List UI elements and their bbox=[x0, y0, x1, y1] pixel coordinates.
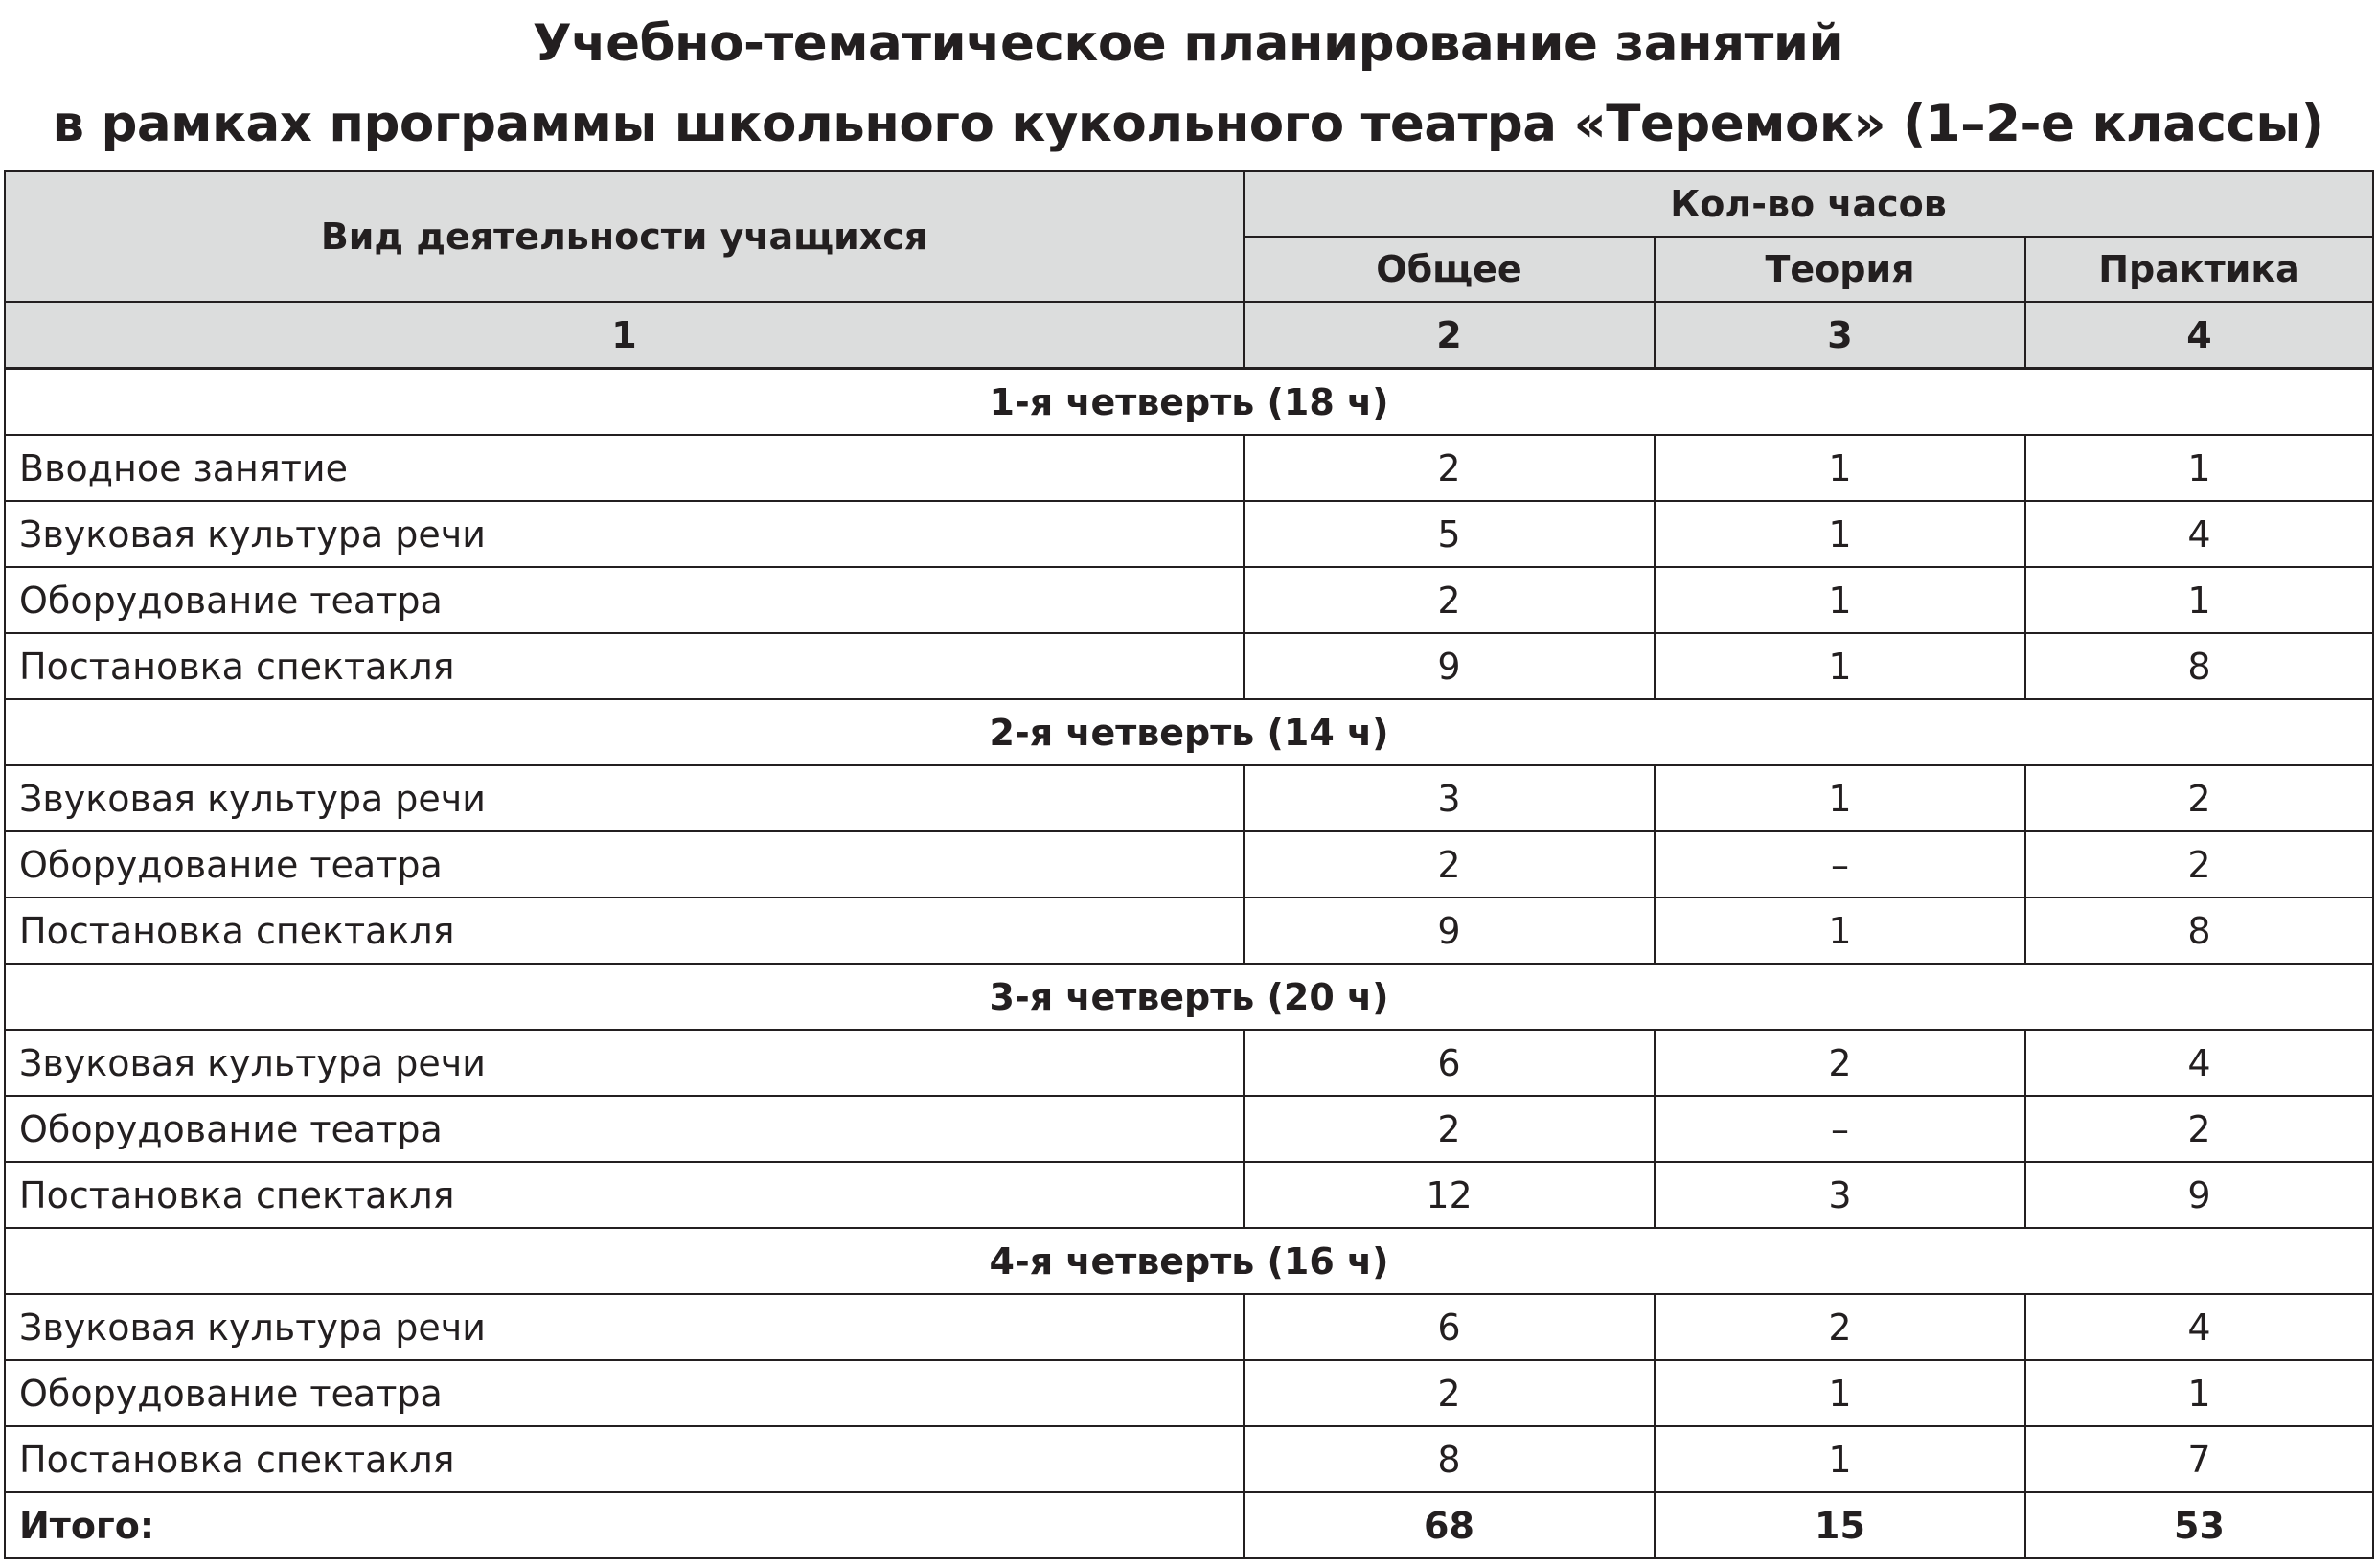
total-hours-cell: 5 bbox=[1244, 501, 1655, 567]
total-hours-cell: 8 bbox=[1244, 1426, 1655, 1492]
theory-hours-cell: 2 bbox=[1655, 1294, 2025, 1360]
header-practice: Практика bbox=[2025, 237, 2373, 302]
table-row bbox=[5, 435, 2373, 501]
theory-hours-cell: 1 bbox=[1655, 1426, 2025, 1492]
activity-cell: Звуковая культура речи bbox=[5, 501, 1244, 567]
header-total: Общее bbox=[1244, 237, 1655, 302]
quarter-heading-row bbox=[5, 964, 2373, 1030]
total-hours-cell: 2 bbox=[1244, 831, 1655, 898]
table-row bbox=[5, 898, 2373, 964]
table-row bbox=[5, 1162, 2373, 1228]
total-hours-cell: 6 bbox=[1244, 1294, 1655, 1360]
quarter-heading-row bbox=[5, 1228, 2373, 1294]
table-row bbox=[5, 501, 2373, 567]
theory-hours-cell: 1 bbox=[1655, 765, 2025, 831]
practice-hours-cell: 2 bbox=[2025, 1096, 2373, 1162]
theory-hours-cell: – bbox=[1655, 831, 2025, 898]
theory-hours-cell: 3 bbox=[1655, 1162, 2025, 1228]
table-row bbox=[5, 831, 2373, 898]
table-row bbox=[5, 567, 2373, 633]
title-line-2: в рамках программы школьного кукольного театра «Теремок» (1–2-е классы) bbox=[52, 95, 2324, 153]
activity-cell: Оборудование театра bbox=[5, 831, 1244, 898]
table-row bbox=[5, 1030, 2373, 1096]
theory-hours-cell: 1 bbox=[1655, 435, 2025, 501]
theory-hours-cell: 1 bbox=[1655, 633, 2025, 699]
table-row bbox=[5, 633, 2373, 699]
header-row-1 bbox=[5, 171, 2373, 237]
practice-hours-cell: 8 bbox=[2025, 898, 2373, 964]
activity-cell: Постановка спектакля bbox=[5, 633, 1244, 699]
practice-hours-cell: 9 bbox=[2025, 1162, 2373, 1228]
activity-cell: Вводное занятие bbox=[5, 435, 1244, 501]
theory-hours-cell: 1 bbox=[1655, 501, 2025, 567]
total-hours-cell: 2 bbox=[1244, 1360, 1655, 1426]
activity-cell: Оборудование театра bbox=[5, 1360, 1244, 1426]
summary-total: 68 bbox=[1244, 1492, 1655, 1558]
document-title bbox=[0, 0, 2376, 165]
quarter-heading-row bbox=[5, 699, 2373, 765]
total-hours-cell: 9 bbox=[1244, 898, 1655, 964]
practice-hours-cell: 4 bbox=[2025, 1030, 2373, 1096]
activity-cell: Постановка спектакля bbox=[5, 1162, 1244, 1228]
activity-cell: Оборудование театра bbox=[5, 567, 1244, 633]
table-row bbox=[5, 1096, 2373, 1162]
summary-theory: 15 bbox=[1655, 1492, 2025, 1558]
total-hours-cell: 12 bbox=[1244, 1162, 1655, 1228]
activity-cell: Постановка спектакля bbox=[5, 898, 1244, 964]
column-number-2: 2 bbox=[1244, 302, 1655, 369]
title-line-1: Учебно-тематическое планирование занятий bbox=[532, 14, 1844, 73]
header-activity: Вид деятельности учащихся bbox=[5, 171, 1244, 302]
theory-hours-cell: – bbox=[1655, 1096, 2025, 1162]
total-hours-cell: 2 bbox=[1244, 435, 1655, 501]
practice-hours-cell: 4 bbox=[2025, 501, 2373, 567]
practice-hours-cell: 7 bbox=[2025, 1426, 2373, 1492]
practice-hours-cell: 1 bbox=[2025, 567, 2373, 633]
practice-hours-cell: 2 bbox=[2025, 831, 2373, 898]
practice-hours-cell: 1 bbox=[2025, 435, 2373, 501]
total-hours-cell: 3 bbox=[1244, 765, 1655, 831]
table-row bbox=[5, 1360, 2373, 1426]
activity-cell: Постановка спектакля bbox=[5, 1426, 1244, 1492]
table-body bbox=[5, 369, 2373, 1493]
quarter-title: 1-я четверть (18 ч) bbox=[5, 369, 2373, 436]
table-row bbox=[5, 1294, 2373, 1360]
practice-hours-cell: 8 bbox=[2025, 633, 2373, 699]
quarter-heading-row bbox=[5, 369, 2373, 436]
activity-cell: Звуковая культура речи bbox=[5, 1294, 1244, 1360]
quarter-title: 3-я четверть (20 ч) bbox=[5, 964, 2373, 1030]
column-number-4: 4 bbox=[2025, 302, 2373, 369]
activity-cell: Звуковая культура речи bbox=[5, 765, 1244, 831]
practice-hours-cell: 4 bbox=[2025, 1294, 2373, 1360]
summary-row bbox=[5, 1492, 2373, 1558]
theory-hours-cell: 1 bbox=[1655, 1360, 2025, 1426]
theory-hours-cell: 1 bbox=[1655, 567, 2025, 633]
lesson-plan-table bbox=[4, 170, 2374, 1559]
theory-hours-cell: 1 bbox=[1655, 898, 2025, 964]
column-number-row bbox=[5, 302, 2373, 369]
theory-hours-cell: 2 bbox=[1655, 1030, 2025, 1096]
summary-label: Итого: bbox=[5, 1492, 1244, 1558]
quarter-title: 2-я четверть (14 ч) bbox=[5, 699, 2373, 765]
practice-hours-cell: 2 bbox=[2025, 765, 2373, 831]
column-number-1: 1 bbox=[5, 302, 1244, 369]
total-hours-cell: 6 bbox=[1244, 1030, 1655, 1096]
table-row bbox=[5, 765, 2373, 831]
activity-cell: Оборудование театра bbox=[5, 1096, 1244, 1162]
header-theory: Теория bbox=[1655, 237, 2025, 302]
summary-practice: 53 bbox=[2025, 1492, 2373, 1558]
total-hours-cell: 9 bbox=[1244, 633, 1655, 699]
practice-hours-cell: 1 bbox=[2025, 1360, 2373, 1426]
column-number-3: 3 bbox=[1655, 302, 2025, 369]
table-row bbox=[5, 1426, 2373, 1492]
quarter-title: 4-я четверть (16 ч) bbox=[5, 1228, 2373, 1294]
total-hours-cell: 2 bbox=[1244, 1096, 1655, 1162]
header-hours: Кол-во часов bbox=[1244, 171, 2373, 237]
total-hours-cell: 2 bbox=[1244, 567, 1655, 633]
activity-cell: Звуковая культура речи bbox=[5, 1030, 1244, 1096]
